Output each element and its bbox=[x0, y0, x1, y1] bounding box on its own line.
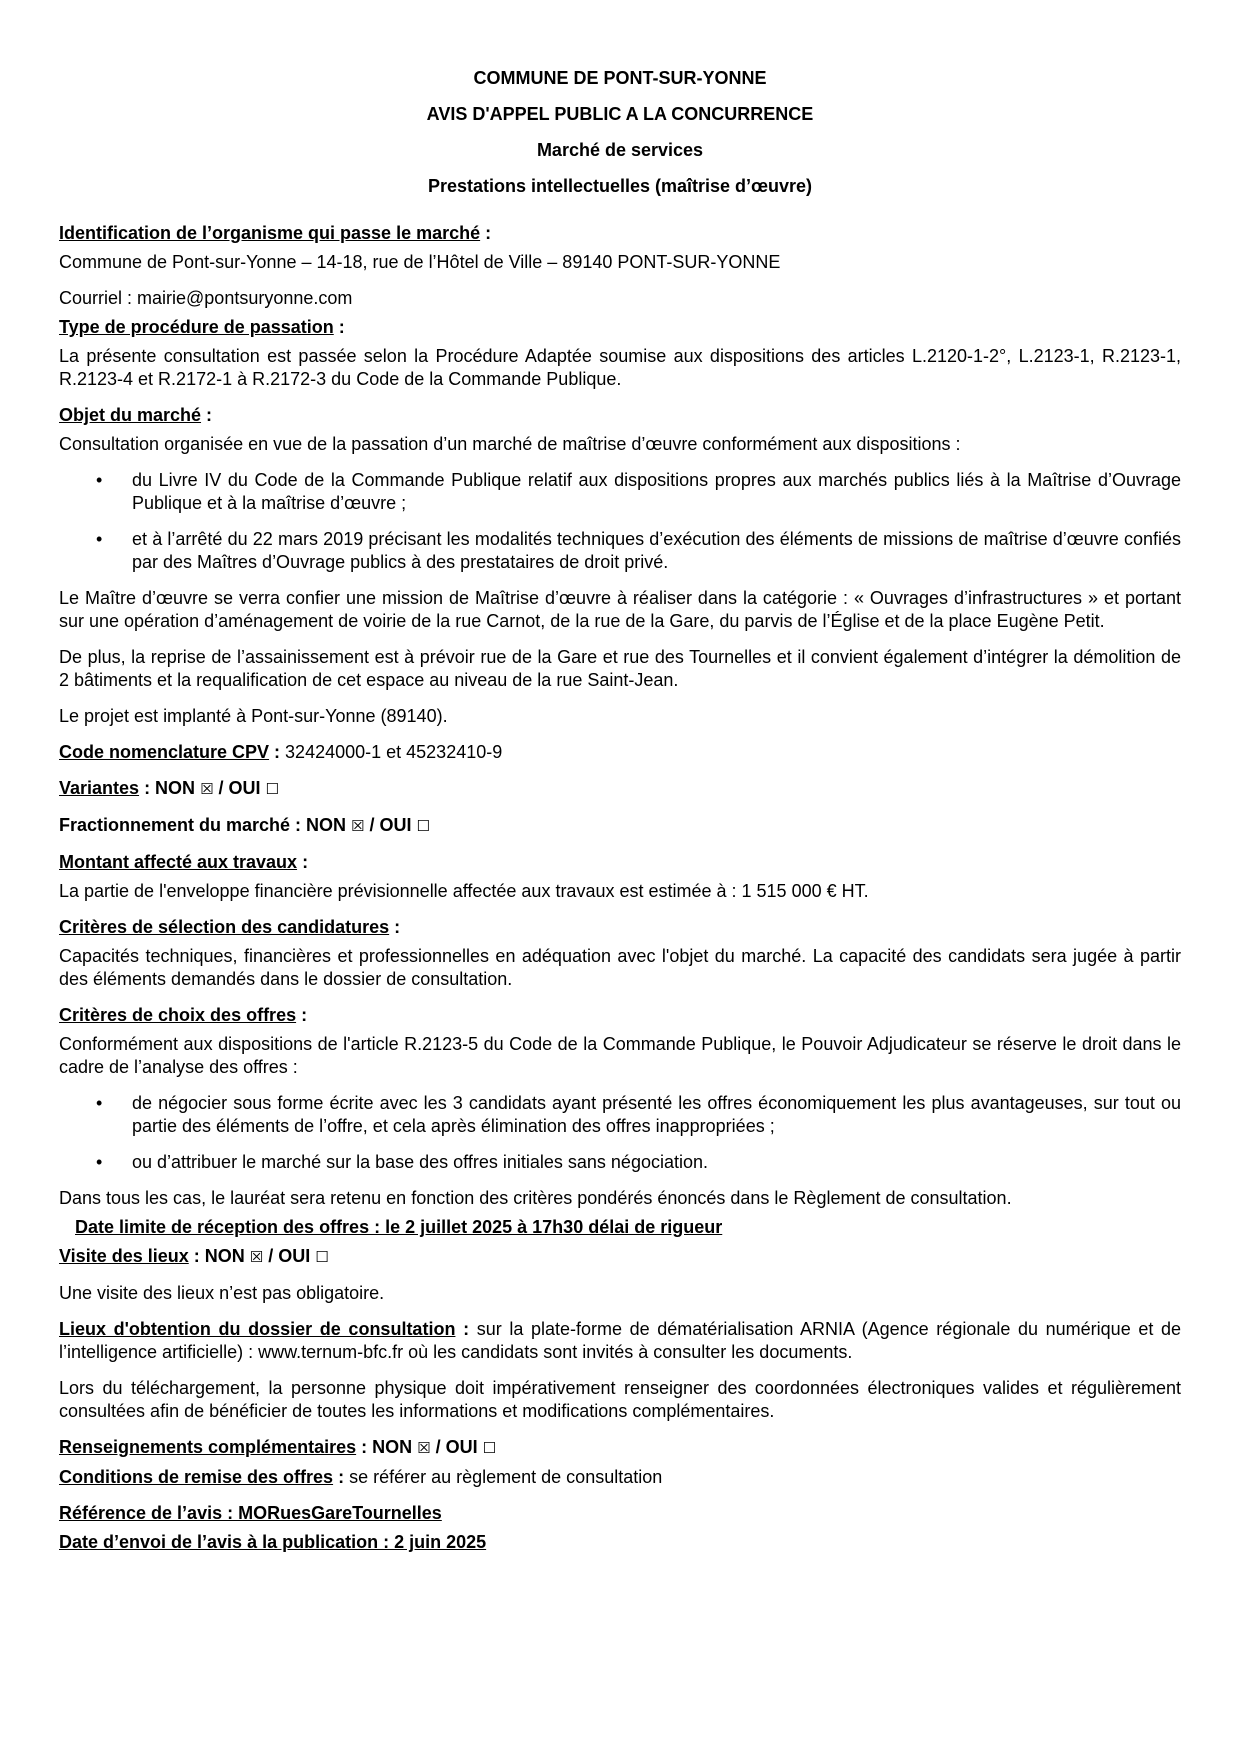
organisation-address: Commune de Pont-sur-Yonne – 14-18, rue de l’Hôtel de Ville – 89140 PONT-SUR-YONNE bbox=[59, 252, 781, 272]
checked-box-icon: ☒ bbox=[249, 1248, 264, 1266]
date-limite: Date limite de réception des offres : le 2 juillet 2025 à 17h30 délai de rigueur bbox=[75, 1217, 723, 1237]
fractionnement-line: Fractionnement du marché : NON ☒ / OUI ☐ bbox=[59, 815, 430, 835]
market-type: Marché de services bbox=[536, 140, 704, 160]
unchecked-box-icon: ☐ bbox=[265, 780, 279, 798]
identification-heading: Identification de l’organisme qui passe le marché : bbox=[59, 223, 492, 243]
montant-heading: Montant affecté aux travaux : bbox=[59, 852, 309, 872]
organisation-email: Courriel : mairie@pontsuryonne.com bbox=[59, 288, 353, 308]
procedure-heading: Type de procédure de passation : bbox=[59, 317, 345, 337]
commune-title: COMMUNE DE PONT-SUR-YONNE bbox=[473, 68, 767, 88]
objet-intro: Consultation organisée en vue de la passation d’un marché de maîtrise d’œuvre conformément aux dispositions : bbox=[59, 434, 961, 454]
list-item: • du Livre IV du Code de la Commande Publique relatif aux dispositions propres aux marchés publics liés à la Maîtrise d’Ouvrage Publique et à la maîtrise d’œuvre ; bbox=[59, 469, 1181, 515]
checked-box-icon: ☒ bbox=[417, 1439, 431, 1457]
notice-title: AVIS D'APPEL PUBLIC A LA CONCURRENCE bbox=[426, 104, 814, 124]
unchecked-box-icon: ☐ bbox=[482, 1439, 497, 1457]
objet-paragraph: Le Maître d’œuvre se verra confier une mission de Maîtrise d’œuvre à réaliser dans la catégorie : « Ouvrages d’infrastructures » et portant sur une opération d’aménagement de voirie de la rue Carnot, de la rue de la Gare, du parvis de l’Église et de la place Eugène Petit. bbox=[59, 588, 1181, 631]
montant-text: La partie de l'enveloppe financière prévisionnelle affectée aux travaux est estimée à : 1 515 000 € HT. bbox=[59, 881, 869, 901]
offres-list bbox=[59, 1092, 1181, 1174]
checked-box-icon: ☒ bbox=[351, 817, 365, 835]
variantes-line: Variantes : NON ☒ / OUI ☐ bbox=[59, 778, 279, 798]
notice-header bbox=[59, 60, 1181, 222]
dossier-note: Lors du téléchargement, la personne physique doit impérativement renseigner des coordonnées électroniques valides et régulièrement consultées afin de bénéficier de toutes les informations et modifications complémentaires. bbox=[59, 1378, 1181, 1421]
cpv-line: Code nomenclature CPV : 32424000-1 et 45232410-9 bbox=[59, 742, 503, 762]
offres-intro: Conformément aux dispositions de l'article R.2123-5 du Code de la Commande Publique, le Pouvoir Adjudicateur se réserve le droit dans le cadre de l’analyse des offres : bbox=[59, 1034, 1181, 1077]
objet-paragraph: De plus, la reprise de l’assainissement est à prévoir rue de la Gare et rue des Tournelles et il convient également d’intégrer la démolition de 2 bâtiments et la requalification de cet espace au niveau de la rue Saint-Jean. bbox=[59, 647, 1181, 690]
candidatures-text: Capacités techniques, financières et professionnelles en adéquation avec l'objet du marché. La capacité des candidats sera jugée à partir des éléments demandés dans le dossier de consultation. bbox=[59, 946, 1181, 989]
unchecked-box-icon: ☐ bbox=[416, 817, 430, 835]
visite-note: Une visite des lieux n’est pas obligatoire. bbox=[59, 1283, 385, 1303]
list-item: • et à l’arrêté du 22 mars 2019 précisant les modalités techniques d’exécution des éléments de missions de maîtrise d’œuvre confiés par des Maîtres d’Ouvrage publics à des prestataires de droit privé. bbox=[59, 528, 1181, 574]
list-item: • ou d’attribuer le marché sur la base des offres initiales sans négociation. bbox=[59, 1151, 1181, 1174]
visite-line: Visite des lieux : NON ☒ / OUI ☐ bbox=[59, 1246, 329, 1266]
checked-box-icon: ☒ bbox=[200, 780, 214, 798]
market-subtype: Prestations intellectuelles (maîtrise d’œuvre) bbox=[427, 176, 813, 196]
reference-line: Référence de l’avis : MORuesGareTournelles bbox=[59, 1503, 442, 1523]
objet-paragraph: Le projet est implanté à Pont-sur-Yonne (89140). bbox=[59, 706, 448, 726]
date-envoi-line: Date d’envoi de l’avis à la publication : 2 juin 2025 bbox=[59, 1532, 487, 1552]
offres-conclusion: Dans tous les cas, le lauréat sera retenu en fonction des critères pondérés énoncés dans le Règlement de consultation. bbox=[59, 1188, 1012, 1208]
offres-heading: Critères de choix des offres : bbox=[59, 1005, 308, 1025]
list-item: • de négocier sous forme écrite avec les 3 candidats ayant présenté les offres économiquement les plus avantageuses, sur tout ou partie des éléments de l’offre, et cela après élimination des offres inappropriées ; bbox=[59, 1092, 1181, 1138]
objet-heading: Objet du marché : bbox=[59, 405, 213, 425]
dossier-paragraph: Lieux d'obtention du dossier de consultation : sur la plate-forme de dématérialisation ARNIA (Agence régionale du numérique et de l’intelligence artificielle) : www.ternum-bfc.fr où les candidats sont invités à consulter les documents. bbox=[59, 1319, 1181, 1362]
procedure-text: La présente consultation est passée selon la Procédure Adaptée soumise aux dispositions des articles L.2120-1-2°, L.2123-1, R.2123-1, R.2123-4 et R.2172-1 à R.2172-3 du Code de la Commande Publique. bbox=[59, 346, 1181, 389]
candidatures-heading: Critères de sélection des candidatures : bbox=[59, 917, 401, 937]
unchecked-box-icon: ☐ bbox=[315, 1248, 329, 1266]
notice-page bbox=[59, 60, 1181, 1567]
renseignements-line: Renseignements complémentaires : NON ☒ / OUI ☐ bbox=[59, 1437, 497, 1457]
conditions-line: Conditions de remise des offres : se référer au règlement de consultation bbox=[59, 1467, 663, 1487]
objet-list bbox=[59, 469, 1181, 574]
